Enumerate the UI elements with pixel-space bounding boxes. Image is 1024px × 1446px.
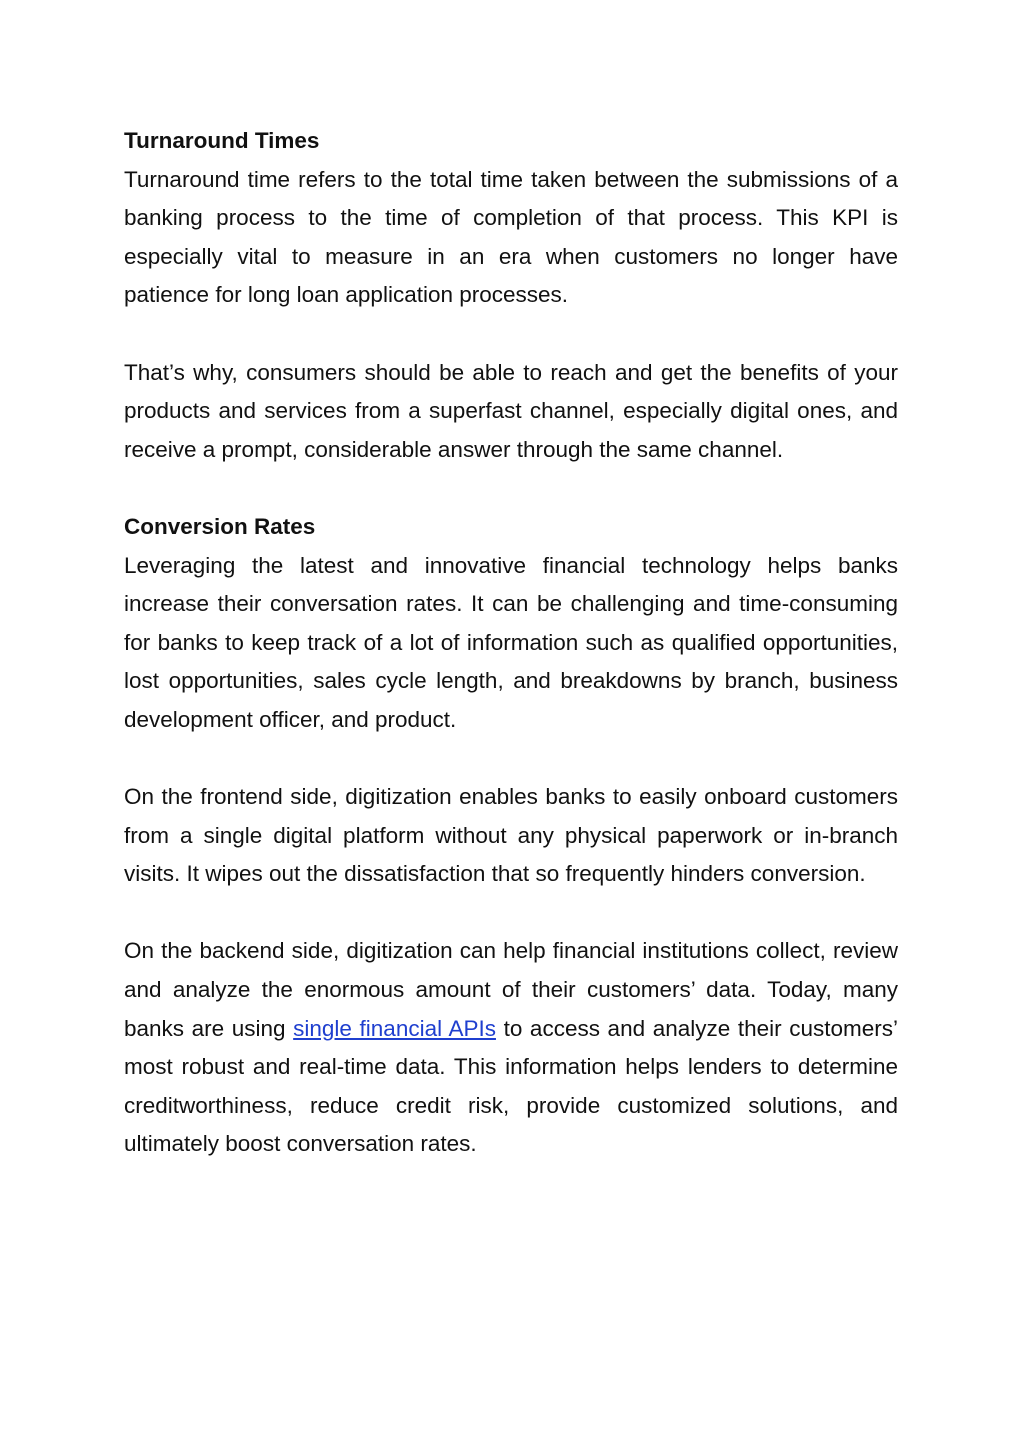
paragraph-conversion-fintech: Leveraging the latest and innovative financial technology helps banks increase their conversation rates. It can be challenging and time-consuming for banks to keep track of a lot of information such as qualified opportunities, lost opportunities, sales cycle length, and breakdowns by branch, business development officer, and product. — [124, 552, 898, 732]
paragraph-spacer — [124, 315, 898, 354]
section-heading-conversion-rates: Conversion Rates — [124, 513, 316, 539]
paragraph-conversion-backend — [124, 932, 898, 1164]
paragraph-turnaround-definition: Turnaround time refers to the total time taken between the submissions of a banking process to the time of completion of that process. This KPI is especially vital to measure in an era when customers no longer have patience for long loan application processes. — [124, 166, 898, 308]
paragraph-spacer — [124, 740, 898, 779]
paragraph-conversion-frontend: On the frontend side, digitization enables banks to easily onboard customers from a single digital platform without any physical paperwork or in-branch visits. It wipes out the dissatisfaction that so frequently hinders conversion. — [124, 784, 898, 887]
document-page — [124, 122, 898, 1164]
single-financial-apis-link[interactable]: single financial APIs — [293, 1015, 496, 1041]
paragraph-spacer — [124, 469, 898, 508]
backend-text-after-link: to access and analyze their customers’ most robust and real-time data. This information helps lenders to determine creditworthiness, reduce credit risk, provide customized solutions, and ultimately boost conversation rates. — [124, 1015, 898, 1157]
paragraph-spacer — [124, 894, 898, 933]
section-heading-turnaround-times: Turnaround Times — [124, 128, 320, 153]
backend-text-before-link: On the backend side, digitization can help financial institutions collect, review and analyze the enormous amount of their customers’ data. Today, many banks are using — [124, 938, 898, 1041]
paragraph-turnaround-channel: That’s why, consumers should be able to reach and get the benefits of your products and services from a superfast channel, especially digital ones, and receive a prompt, considerable answer through the same channel. — [124, 359, 898, 462]
